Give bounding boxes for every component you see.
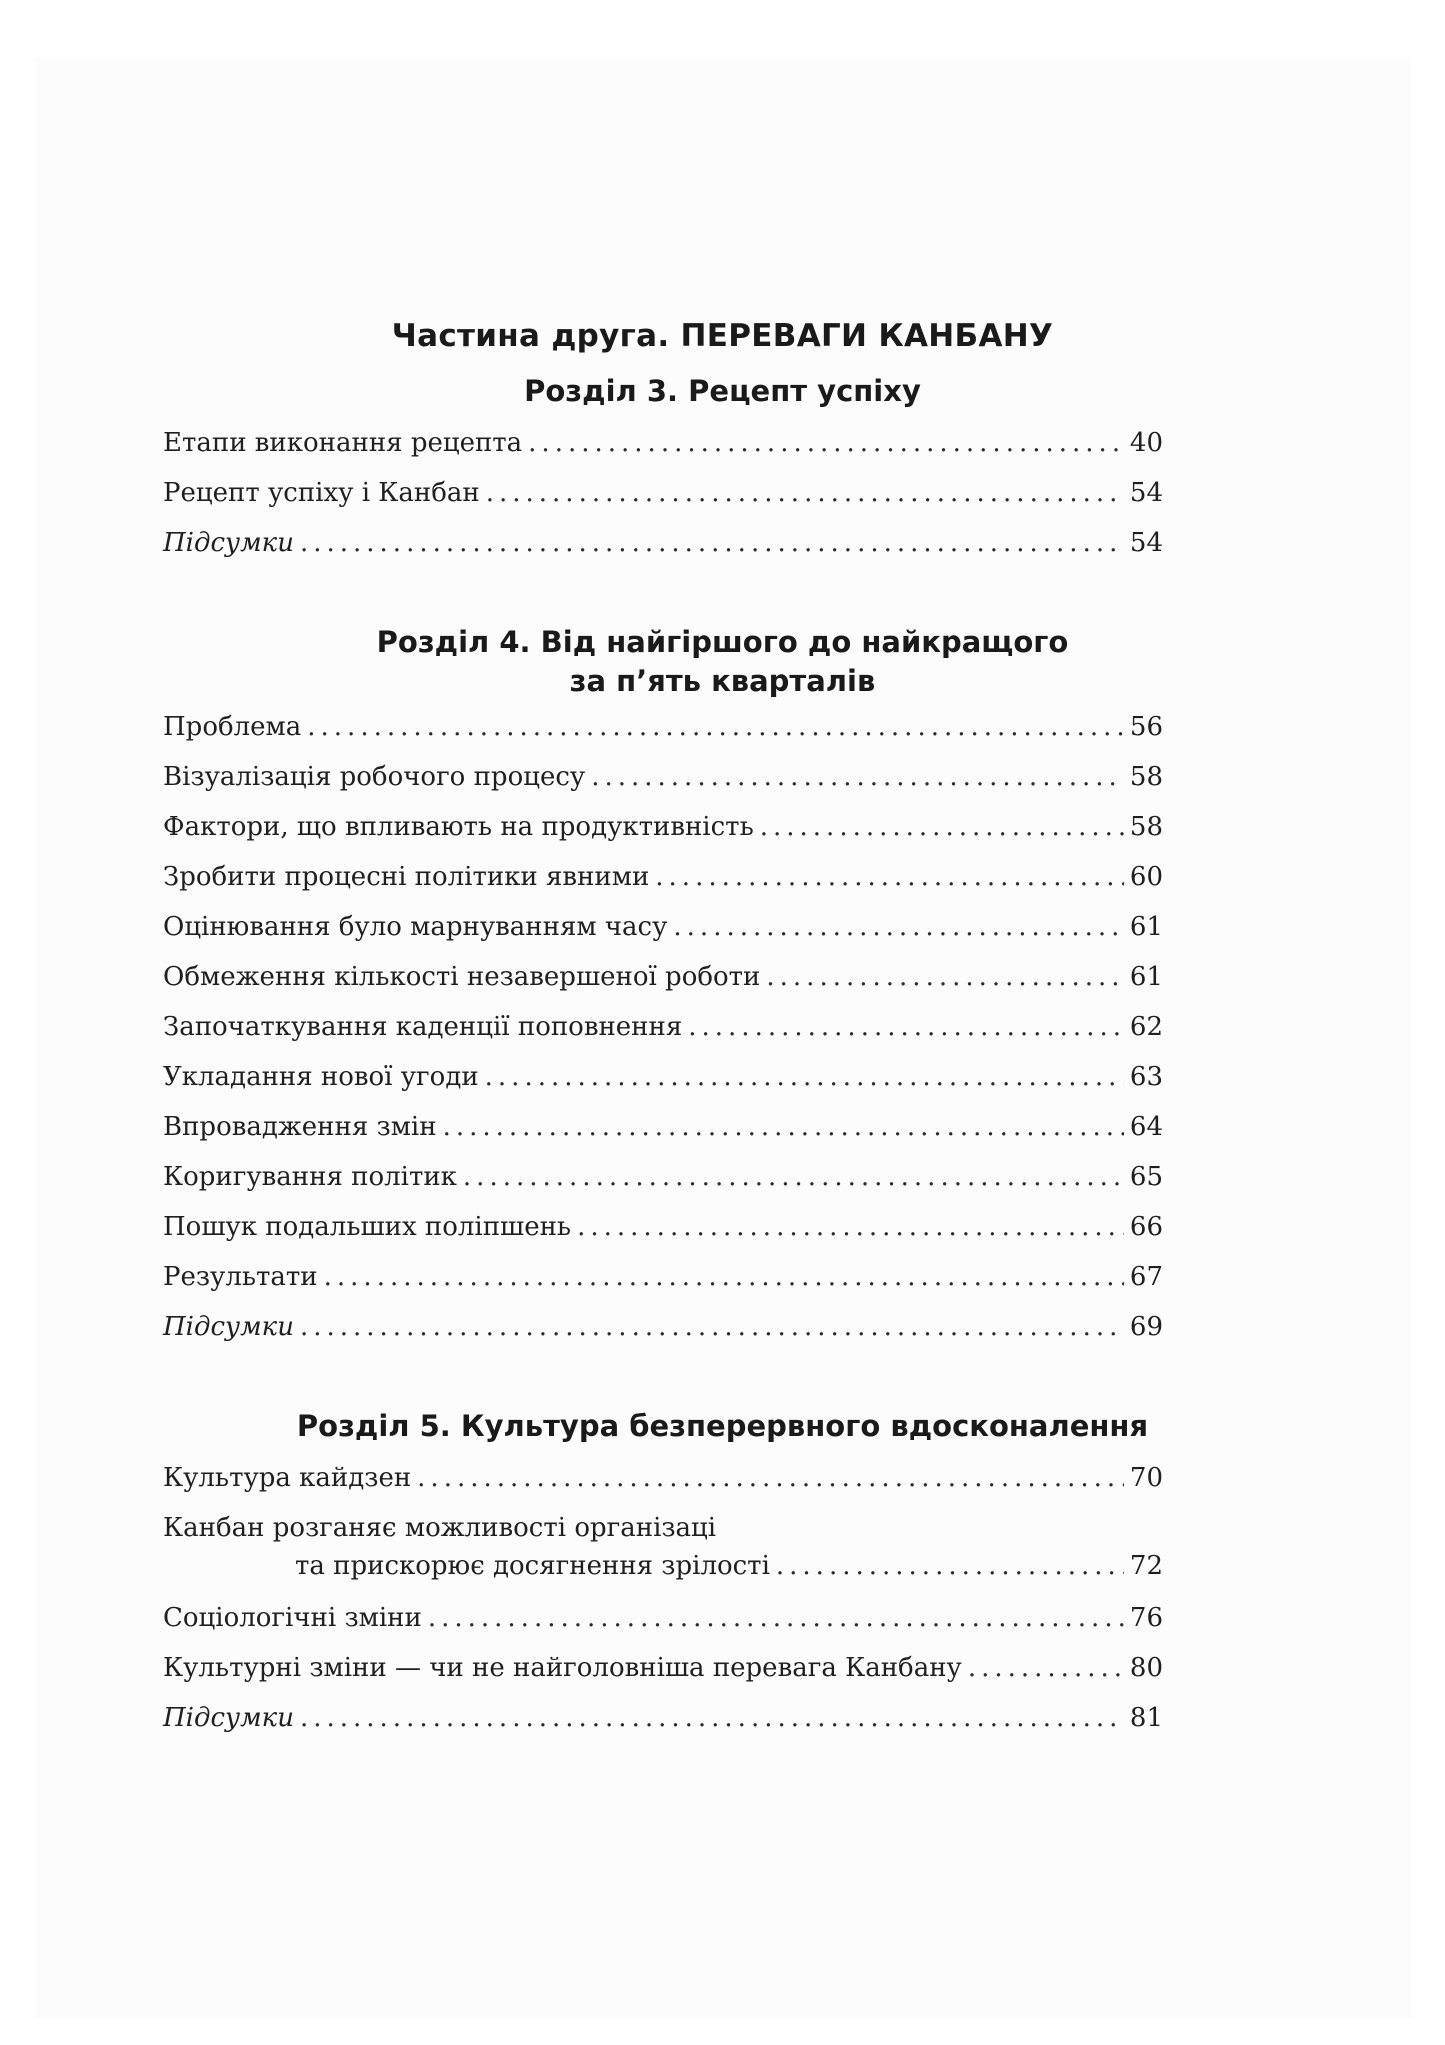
toc-entry-page: 69 (1129, 1312, 1163, 1342)
toc-entry-page: 61 (1129, 962, 1163, 992)
toc-entry-label: Зробити процесні політики явними (163, 862, 650, 892)
toc-entry[interactable] (163, 1112, 1163, 1152)
toc-entry[interactable] (163, 1262, 1163, 1302)
toc-entry-page: 58 (1129, 812, 1163, 842)
leader-dots (655, 862, 1124, 892)
leader-dots (688, 1012, 1124, 1042)
leader-dots (766, 962, 1124, 992)
leader-dots (307, 712, 1124, 742)
toc-entry[interactable] (163, 428, 1163, 468)
toc-entry-label: Канбан розганяє можливості організаці (163, 1513, 717, 1543)
leader-dots (486, 478, 1124, 508)
leader-dots (463, 1162, 1124, 1192)
toc-entry-page: 67 (1129, 1262, 1163, 1292)
toc-entry-page: 62 (1129, 1012, 1163, 1042)
leader-dots (324, 1262, 1124, 1292)
toc-entry-line-1 (163, 1513, 1163, 1543)
toc-entry[interactable] (163, 912, 1163, 952)
toc-entry-page: 76 (1129, 1603, 1163, 1633)
toc-entry[interactable] (163, 478, 1163, 518)
toc-entry-multiline[interactable] (163, 1513, 1163, 1593)
leader-dots (300, 1703, 1124, 1733)
toc-entry-label: Укладання нової угоди (163, 1062, 479, 1092)
toc-entry-page: 80 (1129, 1653, 1163, 1683)
chapter-3-title-line: Розділ 3. Рецепт успіху (524, 374, 921, 408)
toc-entry-page: 65 (1129, 1162, 1163, 1192)
toc-entry[interactable] (163, 1012, 1163, 1052)
toc-entry[interactable] (163, 862, 1163, 902)
toc-entry-page: 58 (1129, 762, 1163, 792)
toc-entry-label: Фактори, що впливають на продуктивність (163, 812, 754, 842)
leader-dots (443, 1112, 1124, 1142)
toc-entry-label: Результати (163, 1262, 318, 1292)
toc-entry-page: 61 (1129, 912, 1163, 942)
toc-entry[interactable] (163, 1603, 1163, 1643)
toc-entry-label: Оцінювання було марнуванням часу (163, 912, 668, 942)
toc-entry-summary[interactable] (163, 528, 1163, 568)
chapter-5-title-line: Розділ 5. Культура безперервного вдосконалення (296, 1409, 1149, 1443)
toc-entry-page: 70 (1129, 1463, 1163, 1493)
toc-entry[interactable] (163, 712, 1163, 752)
leader-dots (300, 528, 1124, 558)
toc-entry[interactable] (163, 1212, 1163, 1252)
chapter-5-title (0, 1407, 1445, 1446)
toc-entry[interactable] (163, 1463, 1163, 1503)
toc-entry-label: Візуалізація робочого процесу (163, 762, 586, 792)
leader-dots (591, 762, 1124, 792)
part-title: Частина друга. ПЕРЕВАГИ КАНБАНУ (391, 318, 1054, 354)
toc-entry-label: Впровадження змін (163, 1112, 437, 1142)
toc-entry-label: Обмеження кількості незавершеної роботи (163, 962, 761, 992)
toc-entry-label: Культурні зміни — чи не найголовніша перевага Канбану (163, 1653, 962, 1683)
toc-entry-page: 54 (1129, 478, 1163, 508)
toc-entry-label: Пошук подальших поліпшень (163, 1212, 572, 1242)
toc-entry-summary[interactable] (163, 1703, 1163, 1743)
toc-entry-label: Соціологічні зміни (163, 1603, 422, 1633)
toc-entry-label: Започаткування каденції поповнення (163, 1012, 683, 1042)
leader-dots (776, 1551, 1124, 1581)
leader-dots (760, 812, 1124, 842)
toc-entry-page: 56 (1129, 712, 1163, 742)
leader-dots (577, 1212, 1124, 1242)
chapter-4-title-line-1: Розділ 4. Від найгіршого до найкращого (376, 625, 1069, 659)
toc-entry[interactable] (163, 1162, 1163, 1202)
toc-entry-label: Коригування політик (163, 1162, 457, 1192)
toc-entry[interactable] (163, 762, 1163, 802)
toc-entry-page: 64 (1129, 1112, 1163, 1142)
toc-entry-label: Підсумки (163, 1703, 294, 1733)
toc-entry-page: 63 (1129, 1062, 1163, 1092)
toc-entry-page: 72 (1129, 1551, 1163, 1581)
chapter-3-title (0, 372, 1445, 411)
leader-dots (968, 1653, 1124, 1683)
leader-dots (528, 428, 1124, 458)
toc-entry-label-continued: та прискорює досягнення зрілості (295, 1551, 770, 1581)
toc-entry-label: Проблема (163, 712, 302, 742)
toc-entry-page: 40 (1129, 428, 1163, 458)
toc-entry-line-2 (163, 1551, 1163, 1581)
leader-dots (417, 1463, 1124, 1493)
toc-entry-page: 66 (1129, 1212, 1163, 1242)
toc-entry-page: 60 (1129, 862, 1163, 892)
chapter-4-title (0, 623, 1445, 701)
toc-entry-label: Підсумки (163, 528, 294, 558)
leader-dots (428, 1603, 1124, 1633)
toc-entry[interactable] (163, 962, 1163, 1002)
toc-entry-label: Підсумки (163, 1312, 294, 1342)
chapter-4-title-line-2: за п’ять кварталів (569, 664, 876, 698)
toc-entry[interactable] (163, 1653, 1163, 1693)
toc-entry-label: Етапи виконання рецепта (163, 428, 523, 458)
toc-entry-page: 81 (1129, 1703, 1163, 1733)
toc-entry-summary[interactable] (163, 1312, 1163, 1352)
toc-entry-label: Культура кайдзен (163, 1463, 412, 1493)
leader-dots (300, 1312, 1124, 1342)
toc-entry-label: Рецепт успіху і Канбан (163, 478, 480, 508)
toc-entry-page: 54 (1129, 528, 1163, 558)
leader-dots (485, 1062, 1124, 1092)
leader-dots (673, 912, 1124, 942)
toc-entry[interactable] (163, 1062, 1163, 1102)
toc-entry[interactable] (163, 812, 1163, 852)
